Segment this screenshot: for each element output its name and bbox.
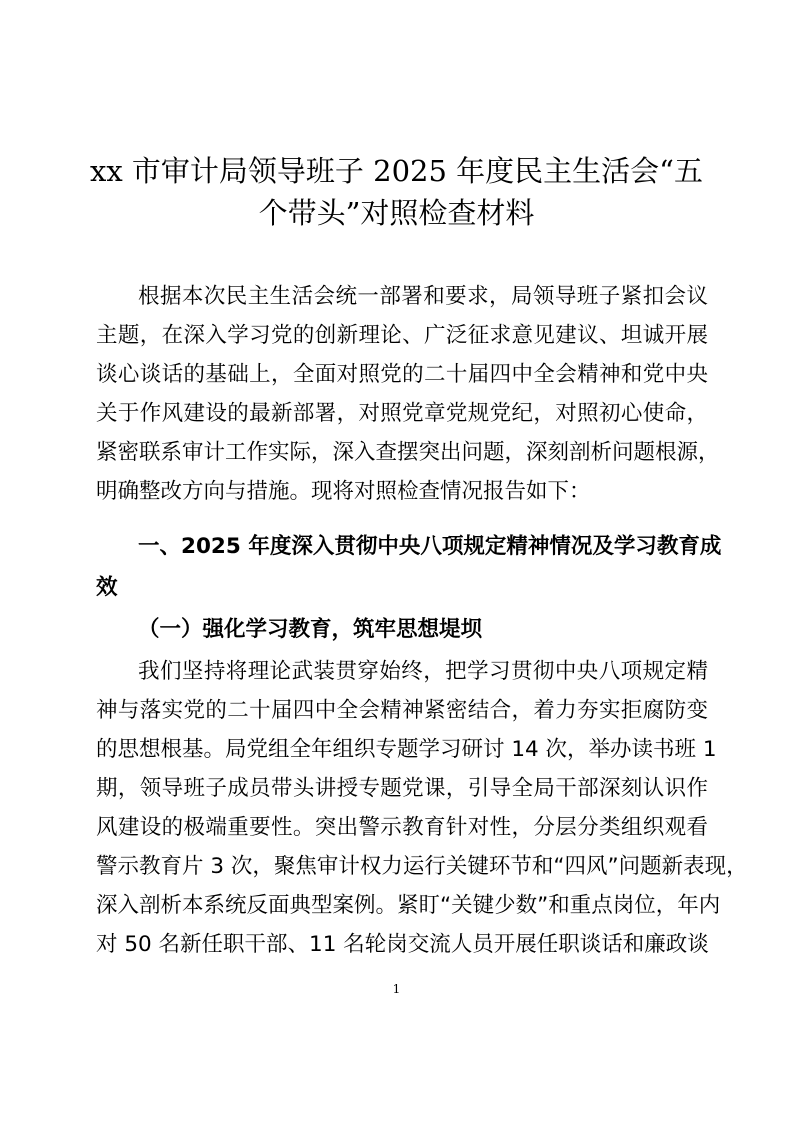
document-title-line-1: xx 市审计局领导班子 2025 年度民主生活会“五 [90,154,703,188]
body-line: 我们坚持将理论武装贯穿始终，把学习贯彻中央八项规定精 [138,659,708,684]
body-line: 神与落实党的二十届四中全会精神紧密结合，着力夯实拒腐防变 [96,698,708,723]
body-line: 风建设的极端重要性。突出警示教育针对性，分层分类组织观看 [96,815,708,840]
section-heading-line-1: 一、2025 年度深入贯彻中央八项规定精神情况及学习教育成 [138,534,722,559]
body-line: 警示教育片 3 次，聚焦审计权力运行关键环节和“四风”问题新表现， [96,854,748,879]
body-line: 期，领导班子成员带头讲授专题党课，引导全局干部深刻认识作 [96,776,708,801]
intro-line: 主题，在深入学习党的创新理论、广泛征求意见建议、坦诚开展 [96,323,708,348]
document-title-line-2: 个带头”对照检查材料 [258,196,535,230]
body-line: 的思想根基。局党组全年组织专题学习研讨 14 次，举办读书班 1 [96,737,717,762]
body-line: 深入剖析本系统反面典型案例。紧盯“关键少数”和重点岗位，年内 [96,893,721,918]
intro-line: 紧密联系审计工作实际，深入查摆突出问题，深刻剖析问题根源， [96,440,720,465]
intro-line: 明确整改方向与措施。现将对照检查情况报告如下： [96,479,591,504]
page-number: 1 [392,982,401,996]
intro-line: 关于作风建设的最新部署，对照党章党规党纪，对照初心使命， [96,401,708,426]
intro-line: 根据本次民主生活会统一部署和要求，局领导班子紧扣会议 [138,284,708,309]
intro-line: 谈心谈话的基础上，全面对照党的二十届四中全会精神和党中央 [96,362,708,387]
subsection-heading: （一）强化学习教育，筑牢思想堤坝 [138,617,483,642]
body-line: 对 50 名新任职干部、11 名轮岗交流人员开展任职谈话和廉政谈 [96,932,709,957]
section-heading-line-2: 效 [96,575,118,600]
